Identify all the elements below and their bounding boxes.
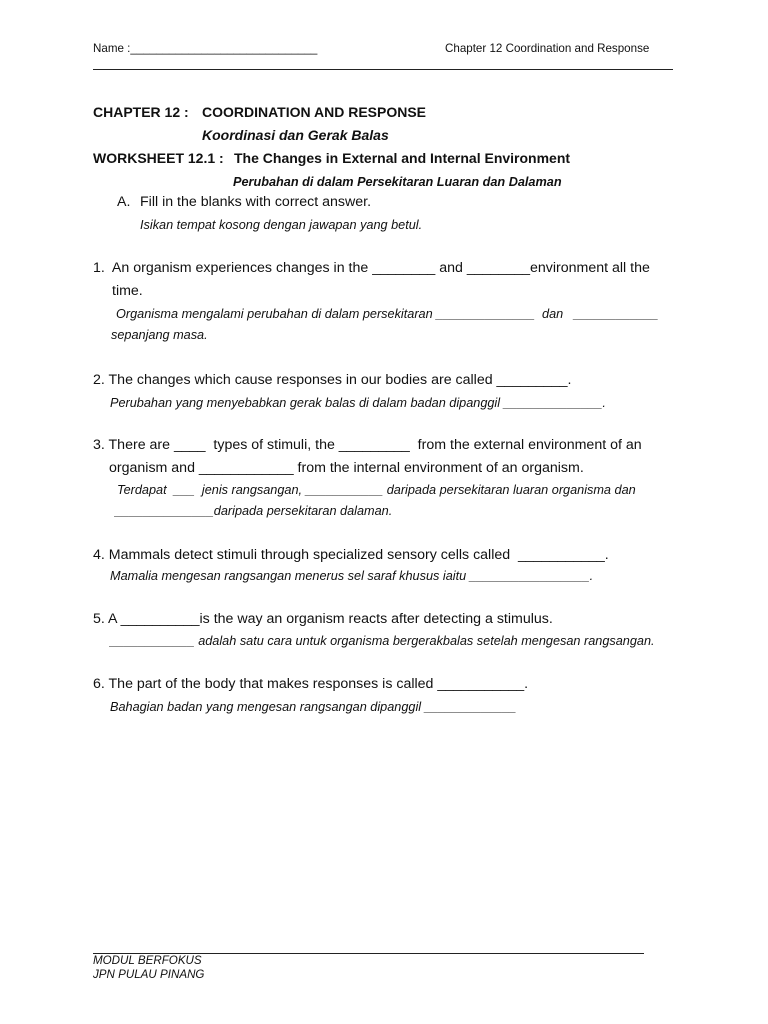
name-field: Name :_____________________________ (93, 42, 318, 55)
question-6-malay-line-1: Bahagian badan yang mengesan rangsangan dipanggil _____________ (110, 700, 517, 714)
running-header-chapter: Chapter 12 Coordination and Response (445, 42, 650, 55)
question-3-malay-line-2: ______________daripada persekitaran dalaman. (115, 504, 393, 518)
question-3-text-line-2: organism and ____________ from the internal environment of an organism. (109, 460, 584, 476)
worksheet-title-malay: Perubahan di dalam Persekitaran Luaran dan Dalaman (233, 175, 562, 189)
section-marker: A. (117, 194, 131, 210)
question-3-text-line-1: 3. There are ____ types of stimuli, the _________ from the external environment of an (93, 437, 642, 453)
question-1-malay-line-1: Organisma mengalami perubahan di dalam persekitaran ______________ dan ____________ (116, 307, 659, 321)
chapter-title: COORDINATION AND RESPONSE (202, 104, 427, 120)
question-6-text-line-1: 6. The part of the body that makes responses is called ___________. (93, 676, 529, 692)
question-1-text-line-1: 1. An organism experiences changes in the ________ and ________environment all the (93, 260, 650, 276)
header-divider (93, 69, 673, 70)
question-5-text-line-1: 5. A __________is the way an organism reacts after detecting a stimulus. (93, 611, 553, 627)
question-1-text-line-2: time. (112, 283, 143, 299)
footer-line-2: JPN PULAU PINANG (93, 968, 205, 981)
question-3-malay-line-1: Terdapat ___ jenis rangsangan, ___________ daripada persekitaran luaran organisma dan (117, 483, 636, 497)
question-1-malay-line-2: sepanjang masa. (111, 328, 208, 342)
question-2-malay-line-1: Perubahan yang menyebabkan gerak balas di dalam badan dipanggil ______________. (110, 396, 606, 410)
footer-line-1: MODUL BERFOKUS (93, 954, 202, 967)
chapter-title-malay: Koordinasi dan Gerak Balas (202, 127, 389, 143)
question-5-malay-line-1: ____________ adalah satu cara untuk organisma bergerakbalas setelah mengesan rangsangan. (110, 634, 655, 648)
question-2-text-line-1: 2. The changes which cause responses in our bodies are called _________. (93, 372, 572, 388)
question-4-malay-line-1: Mamalia mengesan rangsangan menerus sel saraf khusus iaitu _________________. (110, 569, 594, 583)
question-4-text-line-1: 4. Mammals detect stimuli through specialized sensory cells called ___________. (93, 547, 609, 563)
section-instruction-malay: Isikan tempat kosong dengan jawapan yang betul. (140, 218, 423, 232)
section-instruction: Fill in the blanks with correct answer. (140, 194, 372, 210)
worksheet-title: The Changes in External and Internal Environment (234, 150, 571, 166)
worksheet-label: WORKSHEET 12.1 : (93, 150, 224, 166)
chapter-label: CHAPTER 12 : (93, 104, 189, 120)
